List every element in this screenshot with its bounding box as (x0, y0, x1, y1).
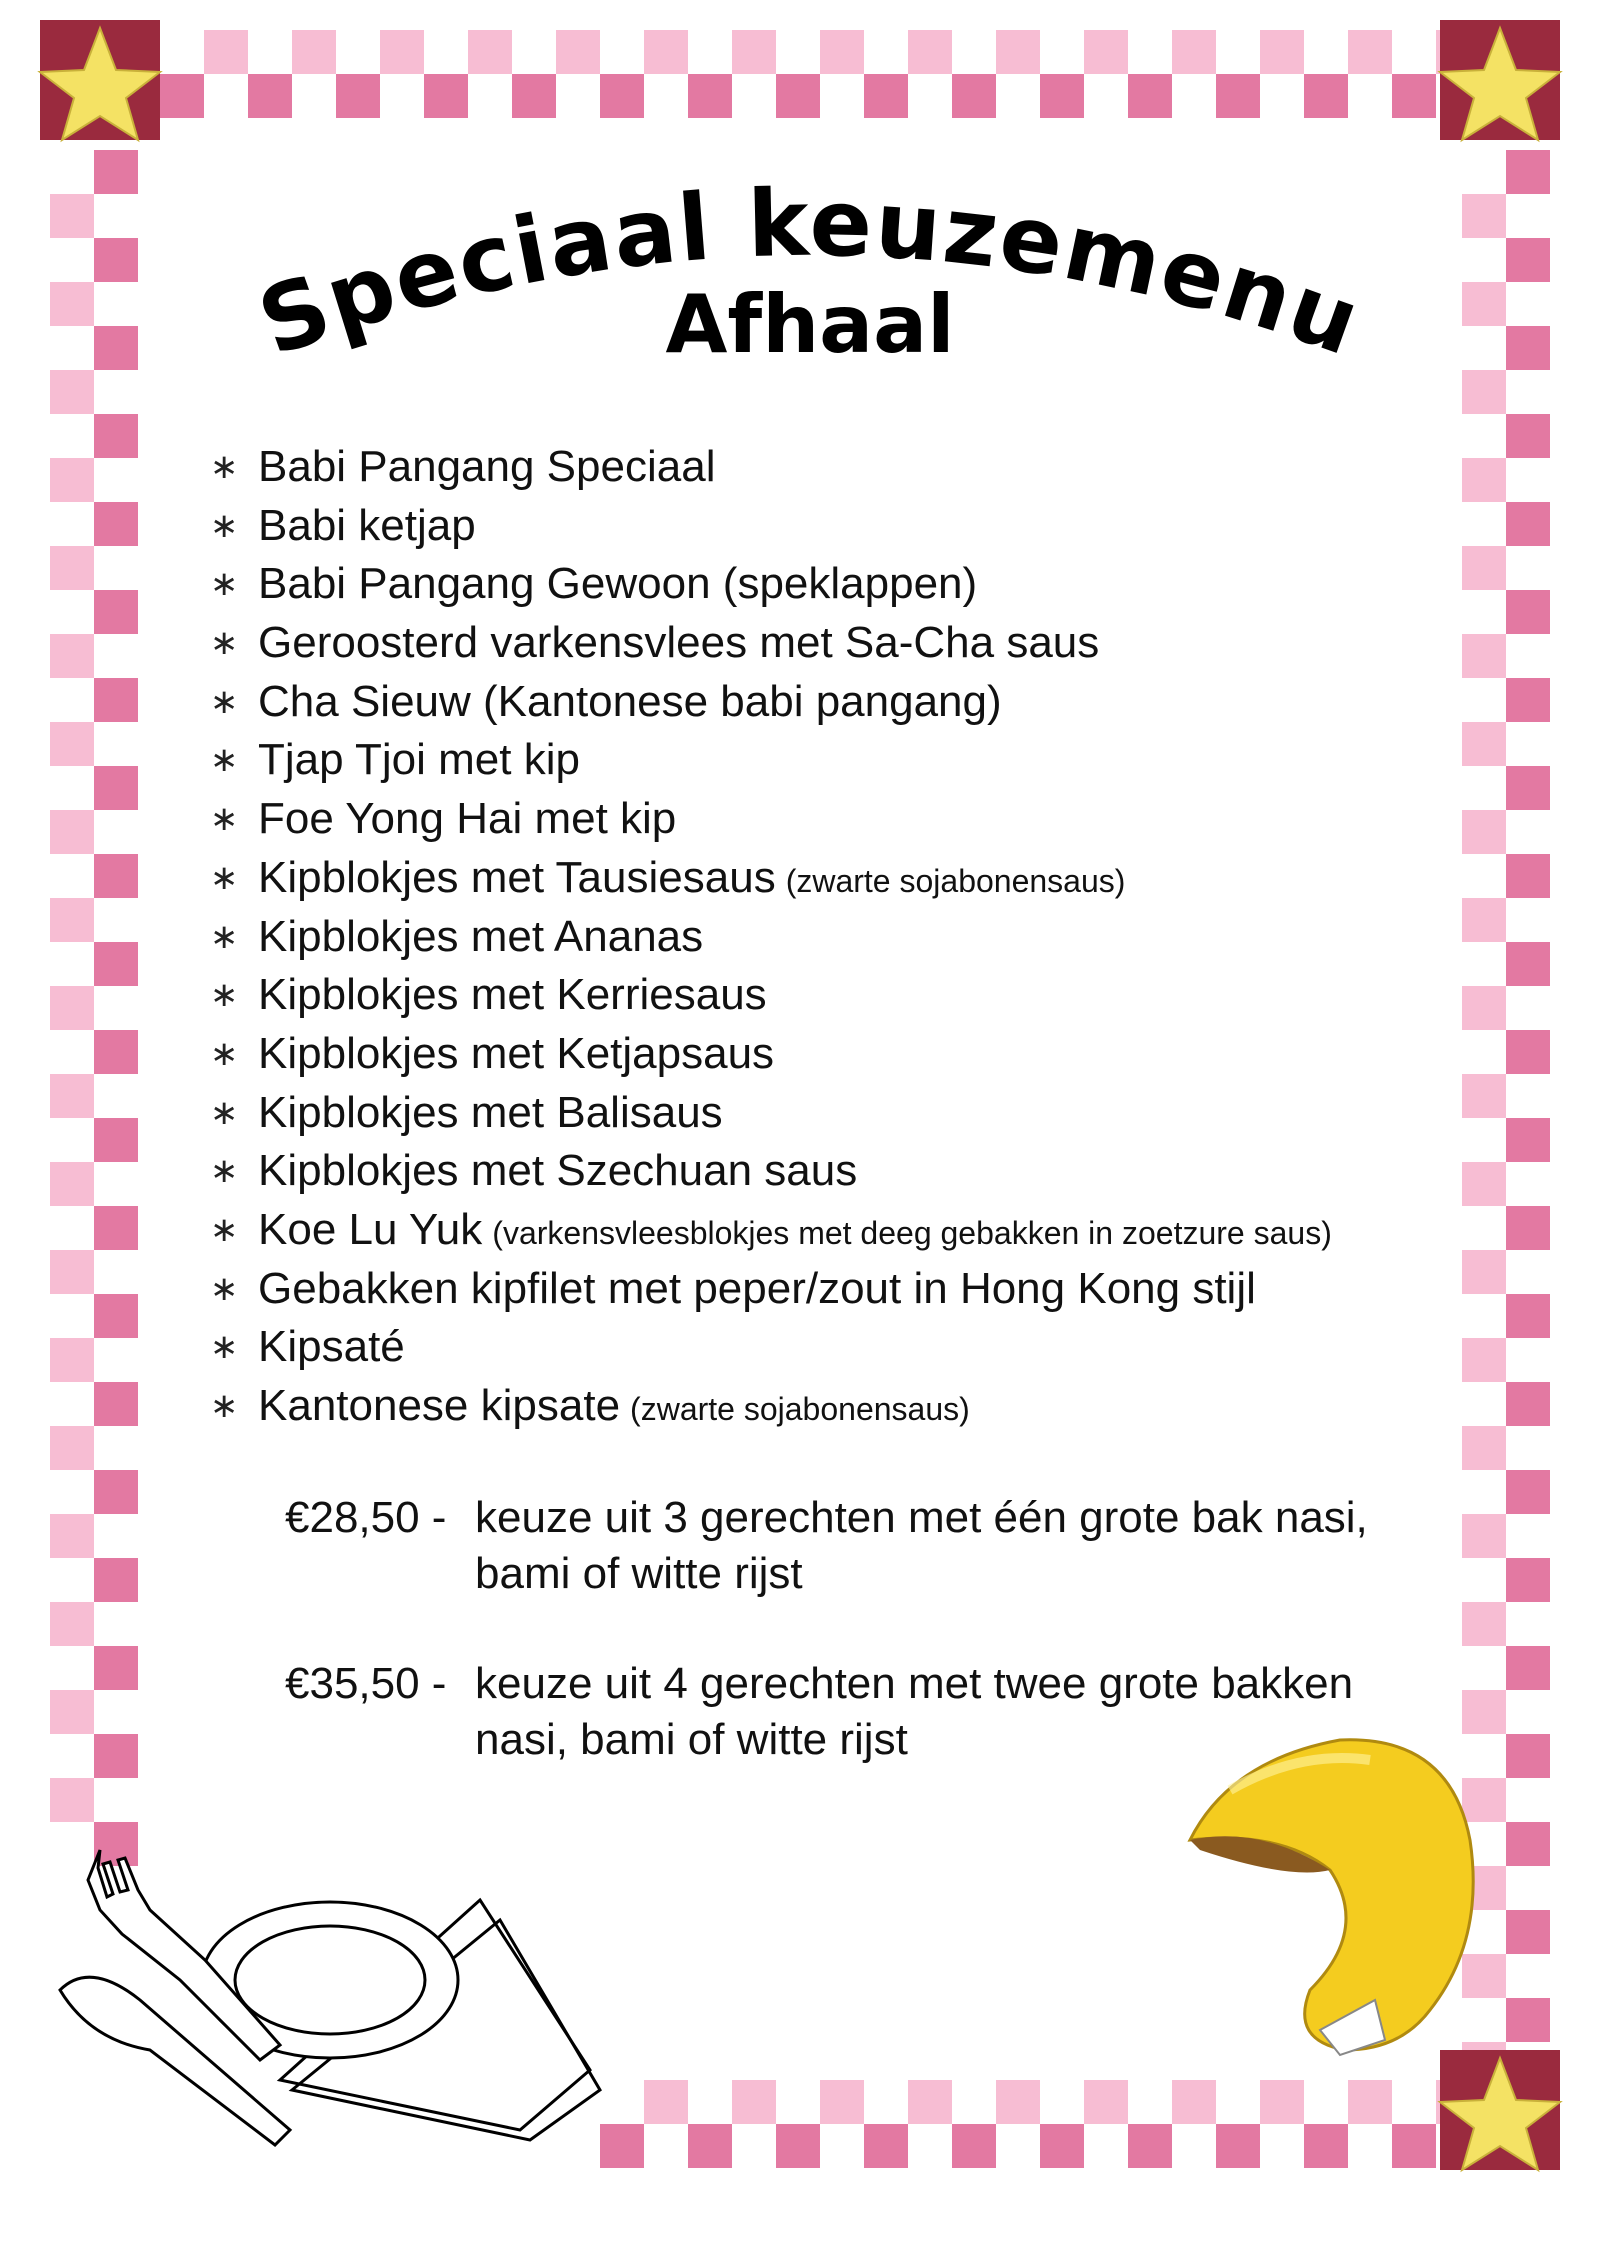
menu-item-text (258, 1377, 970, 1439)
title-line-2: Afhaal (665, 278, 955, 371)
border-square (1084, 30, 1128, 74)
asterisk-bullet-icon: ∗ (210, 1034, 239, 1073)
border-square (1506, 1910, 1550, 1954)
menu-item-text (258, 497, 476, 556)
border-square (94, 1382, 138, 1426)
border-square (1260, 30, 1304, 74)
asterisk-bullet-icon: ∗ (210, 682, 239, 721)
border-square (688, 74, 732, 118)
border-square (1506, 1558, 1550, 1602)
border-square (94, 1470, 138, 1514)
border-square (1084, 2080, 1128, 2124)
border-square (1462, 810, 1506, 854)
menu-item-note: (zwarte sojabonensaus) (785, 862, 1126, 899)
border-square (1462, 458, 1506, 502)
border-square (1462, 1514, 1506, 1558)
border-square (1172, 2080, 1216, 2124)
border-square (1128, 74, 1172, 118)
border-square (688, 2124, 732, 2168)
menu-item-text (258, 790, 676, 849)
border-square (1506, 1470, 1550, 1514)
menu-item-text (258, 438, 715, 497)
menu-item-text (258, 849, 1125, 911)
border-square (732, 30, 776, 74)
offer-price: €28,50 - (285, 1493, 447, 1542)
menu-item-name: Babi Pangang Gewoon (speklappen) (258, 559, 978, 609)
border-square (1304, 74, 1348, 118)
fortune-cookie-icon (1170, 1730, 1490, 2070)
border-square (1462, 898, 1506, 942)
menu-item-text (258, 966, 767, 1025)
menu-item-name: Tjap Tjoi met kip (258, 735, 580, 785)
border-square (94, 678, 138, 722)
menu-item-name: Cha Sieuw (Kantonese babi pangang) (258, 676, 1002, 726)
border-square (94, 238, 138, 282)
border-square (864, 74, 908, 118)
border-square (50, 1338, 94, 1382)
border-square (776, 74, 820, 118)
border-square (1216, 2124, 1260, 2168)
border-square (952, 2124, 996, 2168)
menu-item-text (258, 1025, 774, 1084)
border-square (292, 30, 336, 74)
border-square (204, 30, 248, 74)
border-square (380, 30, 424, 74)
menu-item-name: Geroosterd varkensvlees met Sa-Cha saus (258, 618, 1100, 668)
border-square (996, 2080, 1040, 2124)
border-square (732, 2080, 776, 2124)
menu-item-name: Gebakken kipfilet met peper/zout in Hong Kong stijl (258, 1263, 1256, 1313)
border-square (1506, 590, 1550, 634)
border-square (908, 2080, 952, 2124)
border-square (50, 986, 94, 1030)
border-square (1172, 30, 1216, 74)
border-square (952, 74, 996, 118)
menu-item-name: Kipblokjes met Ketjapsaus (258, 1028, 775, 1078)
border-square (644, 2080, 688, 2124)
border-square (50, 1426, 94, 1470)
asterisk-bullet-icon: ∗ (210, 976, 239, 1015)
menu-item-name: Foe Yong Hai met kip (258, 794, 677, 844)
corner-star-top-right-icon (1440, 20, 1560, 140)
border-square (1462, 1338, 1506, 1382)
border-square (1506, 150, 1550, 194)
border-square (1462, 722, 1506, 766)
border-square (1260, 2080, 1304, 2124)
border-square (1506, 1294, 1550, 1338)
menu-item-name: Kipblokjes met Kerriesaus (258, 970, 767, 1020)
border-square (908, 30, 952, 74)
border-square (94, 1294, 138, 1338)
menu-item-text (258, 1084, 723, 1143)
border-square (820, 2080, 864, 2124)
border-square (1506, 854, 1550, 898)
menu-item-name: Babi ketjap (258, 500, 476, 550)
border-square (1462, 1602, 1506, 1646)
border-square (1506, 1206, 1550, 1250)
border-square (820, 30, 864, 74)
border-square (94, 150, 138, 194)
menu-item-name: Kantonese kipsate (258, 1381, 621, 1430)
border-square (50, 722, 94, 766)
border-square (94, 1734, 138, 1778)
asterisk-bullet-icon: ∗ (210, 1093, 239, 1132)
border-square (50, 370, 94, 414)
menu-item-name: Kipblokjes met Balisaus (258, 1087, 723, 1137)
border-square (1506, 1822, 1550, 1866)
asterisk-bullet-icon: ∗ (210, 1152, 239, 1191)
menu-item-name: Koe Lu Yuk (258, 1204, 483, 1254)
border-square (50, 1778, 94, 1822)
border-square (1506, 1382, 1550, 1426)
asterisk-bullet-icon: ∗ (210, 800, 239, 839)
border-square (1506, 326, 1550, 370)
asterisk-bullet-icon: ∗ (210, 1387, 239, 1425)
border-square (1506, 766, 1550, 810)
border-square (94, 854, 138, 898)
border-square (94, 414, 138, 458)
asterisk-bullet-icon: ∗ (210, 1269, 239, 1308)
border-square (1506, 942, 1550, 986)
border-square (1462, 634, 1506, 678)
offer-description: keuze uit 3 gerechten met één grote bak nasi, bami of witte rijst (475, 1493, 1368, 1598)
border-square (1462, 546, 1506, 590)
border-square (94, 590, 138, 634)
border-square (1392, 2124, 1436, 2168)
asterisk-bullet-icon: ∗ (210, 741, 239, 780)
border-square (1506, 414, 1550, 458)
menu-item-text (258, 1318, 405, 1377)
border-square (1462, 370, 1506, 414)
menu-item-note: (zwarte sojabonensaus) (630, 1391, 970, 1427)
border-square (996, 30, 1040, 74)
border-square (1506, 1734, 1550, 1778)
menu-item-text (258, 1260, 1256, 1319)
border-square (1506, 502, 1550, 546)
border-square (94, 1646, 138, 1690)
corner-star-top-left-icon (40, 20, 160, 140)
border-square (1462, 1690, 1506, 1734)
border-square (50, 898, 94, 942)
border-square (50, 634, 94, 678)
border-square (1506, 1998, 1550, 2042)
menu-item-note: (varkensvleesblokjes met deeg gebakken in zoetzure saus) (492, 1214, 1332, 1251)
border-square (1462, 194, 1506, 238)
title-line-1: Speciaal keuzemenu (245, 169, 1375, 377)
border-square (50, 1602, 94, 1646)
border-square (1506, 1118, 1550, 1162)
border-square (1462, 1074, 1506, 1118)
menu-item-name: Kipsaté (258, 1322, 405, 1372)
asterisk-bullet-icon: ∗ (210, 506, 239, 545)
asterisk-bullet-icon: ∗ (210, 917, 239, 956)
offer-description: keuze uit 4 gerechten met twee grote bakken nasi, bami of witte rijst (475, 1659, 1354, 1764)
border-square (94, 1118, 138, 1162)
border-square (556, 30, 600, 74)
border-square (1506, 238, 1550, 282)
menu-item-text (258, 555, 977, 614)
border-square (1506, 1646, 1550, 1690)
border-square (50, 282, 94, 326)
border-square (424, 74, 468, 118)
border-square (94, 766, 138, 810)
border-square (50, 810, 94, 854)
border-square (512, 74, 556, 118)
border-square (1348, 30, 1392, 74)
asterisk-bullet-icon: ∗ (210, 1328, 239, 1367)
menu-item-text (258, 1142, 857, 1201)
asterisk-bullet-icon: ∗ (210, 565, 239, 604)
menu-item-name: Kipblokjes met Szechuan saus (258, 1146, 858, 1196)
border-square (644, 30, 688, 74)
border-square (776, 2124, 820, 2168)
border-square (248, 74, 292, 118)
border-square (50, 546, 94, 590)
border-square (50, 194, 94, 238)
menu-item-text (258, 908, 703, 967)
border-square (50, 1074, 94, 1118)
border-square (1506, 1030, 1550, 1074)
menu-item-name: Kipblokjes met Tausiesaus (258, 852, 776, 902)
border-square (50, 1250, 94, 1294)
border-square (94, 942, 138, 986)
asterisk-bullet-icon: ∗ (210, 624, 239, 663)
menu-item-text (258, 614, 1099, 673)
menu-item-name: Babi Pangang Speciaal (258, 442, 716, 491)
border-square (94, 1030, 138, 1074)
asterisk-bullet-icon: ∗ (210, 858, 239, 897)
border-square (160, 74, 204, 118)
menu-item-text (258, 731, 580, 790)
border-square (1040, 74, 1084, 118)
border-square (94, 326, 138, 370)
border-square (1506, 678, 1550, 722)
border-square (1462, 1162, 1506, 1206)
menu-item-text (258, 1201, 1332, 1263)
menu-item-name: Kipblokjes met Ananas (258, 911, 704, 961)
border-square (94, 1206, 138, 1250)
border-square (336, 74, 380, 118)
border-square (600, 74, 644, 118)
border-square (1462, 282, 1506, 326)
menu-item-text (258, 673, 1002, 732)
border-square (1462, 986, 1506, 1030)
border-square (50, 458, 94, 502)
border-square (94, 502, 138, 546)
border-square (1462, 1250, 1506, 1294)
border-square (94, 1558, 138, 1602)
border-square (1348, 2080, 1392, 2124)
border-square (864, 2124, 908, 2168)
border-square (1040, 2124, 1084, 2168)
plate-cutlery-illustration (30, 1840, 620, 2170)
border-square (1128, 2124, 1172, 2168)
border-square (1216, 74, 1260, 118)
border-square (50, 1514, 94, 1558)
border-square (1462, 1426, 1506, 1470)
offer-price: €35,50 - (285, 1659, 447, 1708)
border-square (1304, 2124, 1348, 2168)
border-square (1392, 74, 1436, 118)
asterisk-bullet-icon: ∗ (210, 1210, 239, 1249)
menu-title (200, 169, 1420, 440)
border-square (468, 30, 512, 74)
border-square (50, 1690, 94, 1734)
border-square (50, 1162, 94, 1206)
asterisk-bullet-icon: ∗ (210, 448, 239, 486)
